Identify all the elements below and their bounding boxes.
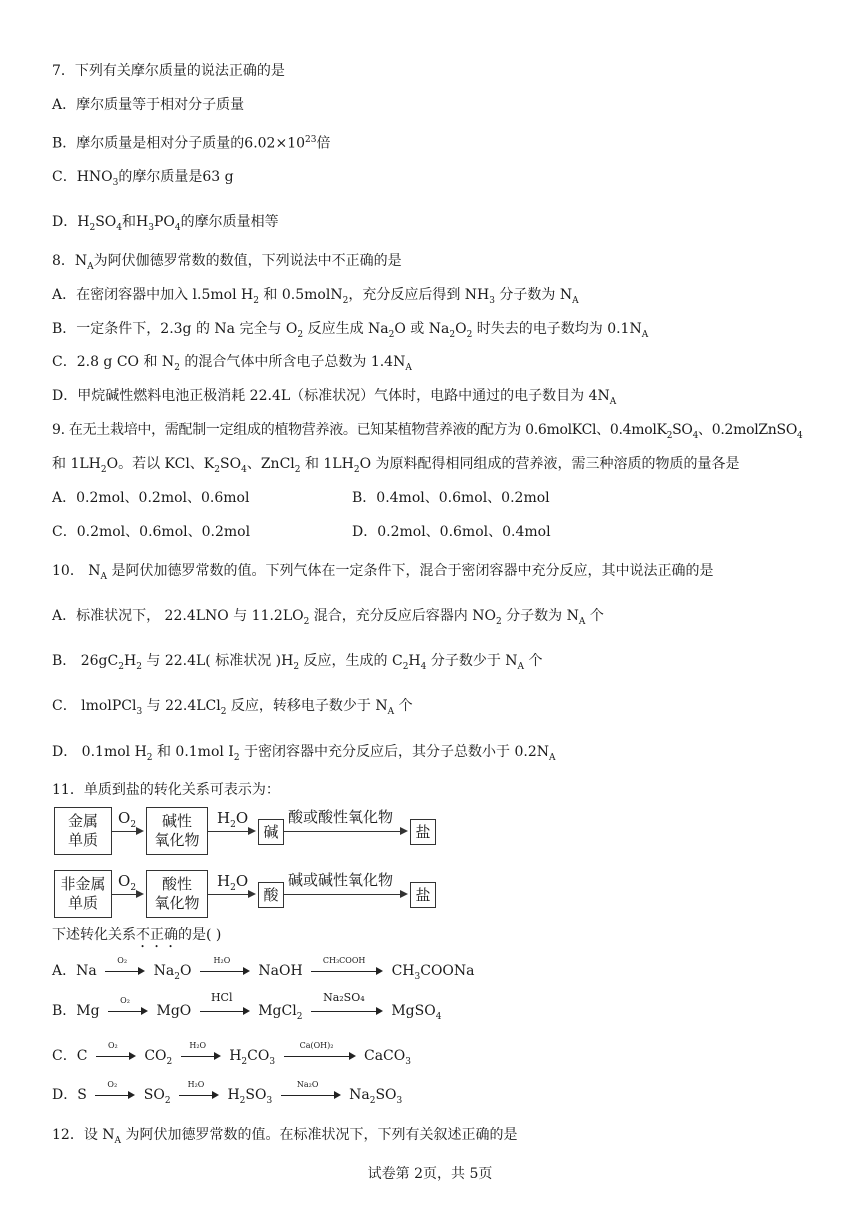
page-footer: 试卷第 2页，共 5页 [367,1166,493,1182]
reaction-arrow: HCl [200,1006,250,1016]
reaction-arrow: H₂O [181,1051,221,1061]
box-base: 碱 [258,819,284,845]
arrow-label-o2: $O_2$ [118,872,137,893]
flow-arrow [208,831,254,833]
reaction-arrow: O₂ [108,1006,148,1016]
arrow-label-acid-or-acidic-oxide: 酸或酸性氧化物 [288,808,394,826]
q10-option-a: A．标准状况下， 22.4LNO 与 $11.2LO_2$ 混合，充分反应后容器内 $NO_2$ 分子数为 $N_A$ 个 [52,608,604,627]
q11-option-d: D．S O₂ $SO_2$ H₂O $H_2SO_3$ Na₂O $Na_2SO_3$ [52,1080,403,1106]
q12-stem: 12．设 $N_A$ 为阿伏加德罗常数的值。在标准状况下，下列有关叙述正确的是 [52,1127,518,1146]
q8-option-b: B．一定条件下，2.3g 的 Na 完全与 $O_2$ 反应生成 $Na_2O$ 或 $Na_2O_2$ 时失去的电子数均为 $0.1N_A$ [52,321,649,340]
reaction-arrow: O₂ [95,1090,135,1100]
reaction-arrow: H₂O [179,1090,219,1100]
q9-option-a: A．0.2mol、0.2mol、0.6mol [52,490,250,506]
q7-option-b: B．摩尔质量是相对分子质量的$6.02\times 10^{23}$倍 [52,135,331,152]
reaction-arrow: O₂ [105,966,145,976]
q10-option-d: D． 0.1mol $H_2$ 和 0.1mol $I_2$ 于密闭容器中充分反应后，其分子总数小于 $0.2N_A$ [52,744,556,763]
q7-option-d: D．$H_2SO_4$和$H_3PO_4$的摩尔质量相等 [52,214,279,233]
reaction-arrow: Ca(OH)₂ [284,1051,356,1061]
q8-option-d: D．甲烷碱性燃料电池正极消耗 22.4L（标准状况）气体时，电路中通过的电子数目为 $4N_A$ [52,388,617,407]
q9-option-d: D．0.2mol、0.6mol、0.4mol [352,524,551,540]
q11-question: 下述转化关系不正确的是( ) [52,927,222,943]
q9-stem-line1: 9. 在无土栽培中，需配制一定组成的植物营养液。已知某植物营养液的配方为 0.6molKCl、$0.4molK_2SO_4$、0.2molZnSO$_4$ [52,422,803,441]
q8-option-a: A．在密闭容器中加入 l.5mol $H_2$ 和 0.5molN$_2$，充分反应后得到 $NH_3$ 分子数为 $N_A$ [52,287,579,306]
box-metal-element: 金属 单质 [54,807,112,855]
q11-option-b: B．Mg O₂ MgO HCl MgCl$_2$ Na₂SO₄ MgSO$_4$ [52,991,442,1022]
box-salt: 盐 [410,882,436,908]
arrow-label-o2: $O_2$ [118,809,137,830]
q10-option-c: C． lmolPCl$_3$ 与 22.4LCl$_2$ 反应，转移电子数少于 $N_A$ 个 [52,698,413,717]
q11-stem: 11．单质到盐的转化关系可表示为： [52,782,280,798]
box-nonmetal-element: 非金属 单质 [54,870,112,918]
box-acid: 酸 [258,882,284,908]
q7-stem: 7．下列有关摩尔质量的说法正确的是 [52,63,285,79]
box-acidic-oxide: 酸性 氧化物 [146,870,208,918]
flow-arrow [112,894,142,896]
q9-stem-line2: 和 $1LH_2O$。若以 KCl、$K_2SO_4$、ZnCl$_2$ 和 $1LH_2O$ 为原料配得相同组成的营养液，需三种溶质的物质的量各是 [52,456,740,475]
box-basic-oxide: 碱性 氧化物 [146,807,208,855]
q10-option-b: B． $26gC_2H_2$ 与 22.4L( 标准状况 )$H_2$ 反应，生成的 $C_2H_4$ 分子数少于 $N_A$ 个 [52,653,543,672]
arrow-label-h2o: $H_2O$ [217,872,249,893]
q11-option-a: A．Na O₂ $Na_2O$ H₂O NaOH CH₃COOH $CH_3COONa$ [52,956,475,982]
reaction-arrow: Na₂O [281,1090,341,1100]
arrow-label-base-or-basic-oxide: 碱或碱性氧化物 [288,871,394,889]
q11-option-c: C．C O₂ $CO_2$ H₂O $H_2CO_3$ Ca(OH)₂ CaCO$_3$ [52,1041,411,1067]
q9-option-b: B．0.4mol、0.6mol、0.2mol [352,490,550,506]
reaction-arrow: H₂O [200,966,250,976]
reaction-arrow: CH₃COOH [311,966,383,976]
q8-stem: 8．$N_A$为阿伏伽德罗常数的数值，下列说法中不正确的是 [52,253,402,272]
flow-arrow [284,831,406,833]
q7-option-c: C．$HNO_3$的摩尔质量是63 g [52,169,234,188]
reaction-arrow: O₂ [96,1051,136,1061]
arrow-label-h2o: $H_2O$ [217,809,249,830]
q7-option-a: A．摩尔质量等于相对分子质量 [52,97,245,113]
flow-arrow [284,894,406,896]
q10-stem: 10． $N_A$ 是阿伏加德罗常数的值。下列气体在一定条件下，混合于密闭容器中充分反应，其中说法正确的是 [52,563,714,582]
flow-arrow [112,831,142,833]
flow-arrow [208,894,254,896]
q9-option-c: C．0.2mol、0.6mol、0.2mol [52,524,251,540]
reaction-arrow: Na₂SO₄ [311,1006,383,1016]
q8-option-c: C．2.8 g CO 和 $N_2$ 的混合气体中所含电子总数为 $1.4N_A$ [52,354,412,373]
box-salt: 盐 [410,819,436,845]
